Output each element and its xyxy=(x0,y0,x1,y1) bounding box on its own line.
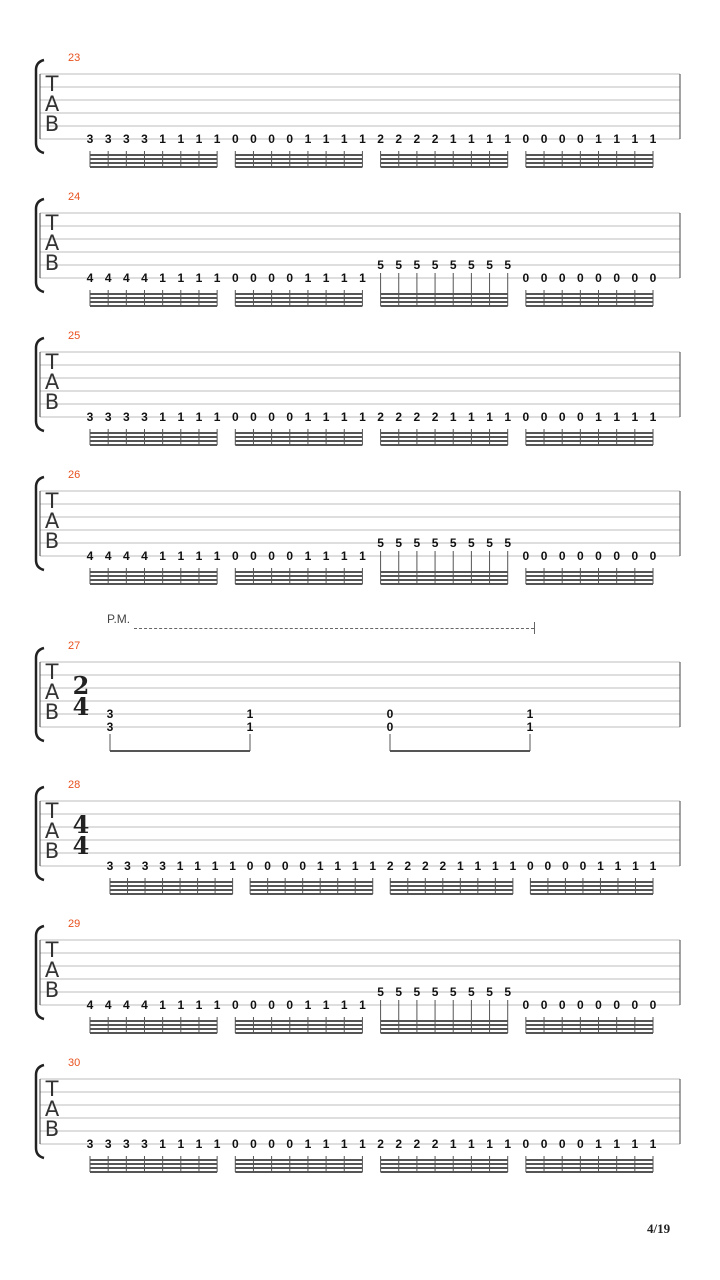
fret-number: 1 xyxy=(340,271,348,285)
time-signature-digit: 4 xyxy=(72,810,90,839)
fret-number: 0 xyxy=(577,1137,584,1151)
fret-number: 0 xyxy=(268,132,275,146)
fret-number: 1 xyxy=(322,1137,330,1151)
fret-number: 1 xyxy=(246,720,254,734)
fret-number: 1 xyxy=(334,859,342,873)
fret-number: 0 xyxy=(246,859,254,873)
fret-number: 0 xyxy=(231,410,239,424)
fret-number: 5 xyxy=(449,258,457,272)
fret-number: 0 xyxy=(595,998,602,1012)
fret-number: 5 xyxy=(504,985,512,999)
fret-number: 0 xyxy=(540,271,548,285)
fret-number: 3 xyxy=(124,859,131,873)
measure-number: 25 xyxy=(68,330,81,342)
fret-number: 0 xyxy=(544,859,552,873)
fret-number: 5 xyxy=(486,985,493,999)
fret-number: 0 xyxy=(268,998,275,1012)
fret-number: 1 xyxy=(177,271,185,285)
fret-number: 4 xyxy=(141,549,148,563)
fret-number: 5 xyxy=(486,258,493,272)
fret-number: 0 xyxy=(522,549,530,563)
fret-number: 1 xyxy=(613,1137,621,1151)
fret-number: 0 xyxy=(299,859,307,873)
fret-number: 4 xyxy=(122,271,130,285)
tab-clef-letter: B xyxy=(44,978,60,1002)
fret-number: 4 xyxy=(86,271,94,285)
fret-number: 4 xyxy=(122,998,130,1012)
fret-number: 1 xyxy=(597,859,604,873)
fret-number: 1 xyxy=(649,859,657,873)
fret-number: 1 xyxy=(177,998,185,1012)
fret-number: 0 xyxy=(522,132,530,146)
fret-number: 4 xyxy=(104,549,112,563)
fret-number: 1 xyxy=(359,132,366,146)
fret-number: 0 xyxy=(281,859,289,873)
fret-number: 1 xyxy=(526,707,534,721)
fret-number: 5 xyxy=(504,258,512,272)
fret-number: 0 xyxy=(577,998,584,1012)
fret-number: 1 xyxy=(304,549,312,563)
fret-number: 1 xyxy=(195,410,203,424)
fret-number: 0 xyxy=(631,549,639,563)
fret-number: 0 xyxy=(264,859,271,873)
tab-clef-letter: T xyxy=(45,660,59,684)
fret-number: 0 xyxy=(286,998,294,1012)
fret-number: 4 xyxy=(86,549,94,563)
fret-number: 0 xyxy=(613,549,621,563)
fret-number: 0 xyxy=(527,859,534,873)
fret-number: 0 xyxy=(522,998,530,1012)
fret-number: 0 xyxy=(558,132,566,146)
fret-number: 1 xyxy=(194,859,201,873)
fret-number: 1 xyxy=(340,132,348,146)
fret-number: 1 xyxy=(229,859,236,873)
fret-number: 5 xyxy=(395,985,403,999)
fret-number: 3 xyxy=(86,132,94,146)
fret-number: 1 xyxy=(468,1137,475,1151)
fret-number: 1 xyxy=(177,549,185,563)
tab-clef-letter: A xyxy=(44,1097,60,1121)
fret-number: 4 xyxy=(122,549,130,563)
tab-clef-letter: T xyxy=(45,211,59,235)
fret-number: 3 xyxy=(141,410,148,424)
fret-number: 0 xyxy=(649,998,657,1012)
palm-mute-label: P.M. xyxy=(107,612,131,626)
fret-number: 0 xyxy=(250,271,257,285)
tab-clef-letter: B xyxy=(44,251,60,275)
fret-number: 0 xyxy=(540,410,548,424)
fret-number: 1 xyxy=(492,859,499,873)
fret-number: 1 xyxy=(526,720,534,734)
fret-number: 1 xyxy=(369,859,377,873)
fret-number: 0 xyxy=(250,410,257,424)
fret-number: 2 xyxy=(421,859,429,873)
fret-number: 2 xyxy=(413,132,421,146)
fret-number: 2 xyxy=(404,859,412,873)
time-signature-digit: 4 xyxy=(72,692,90,721)
fret-number: 3 xyxy=(122,132,130,146)
fret-number: 3 xyxy=(106,859,114,873)
tab-clef-letter: T xyxy=(45,72,59,96)
fret-number: 1 xyxy=(359,271,366,285)
fret-number: 0 xyxy=(595,549,602,563)
fret-number: 0 xyxy=(522,410,530,424)
fret-number: 2 xyxy=(395,410,403,424)
fret-number: 1 xyxy=(195,549,203,563)
fret-number: 2 xyxy=(386,859,394,873)
fret-number: 5 xyxy=(413,258,421,272)
fret-number: 1 xyxy=(614,859,622,873)
fret-number: 4 xyxy=(141,998,148,1012)
fret-number: 0 xyxy=(250,549,257,563)
fret-number: 1 xyxy=(359,1137,366,1151)
fret-number: 1 xyxy=(649,1137,657,1151)
fret-number: 0 xyxy=(231,998,239,1012)
page-number: 4/19 xyxy=(647,1221,671,1236)
fret-number: 1 xyxy=(211,859,219,873)
fret-number: 5 xyxy=(413,985,421,999)
fret-number: 1 xyxy=(486,410,493,424)
fret-number: 0 xyxy=(231,1137,239,1151)
fret-number: 1 xyxy=(631,410,639,424)
fret-number: 5 xyxy=(468,258,475,272)
fret-number: 0 xyxy=(558,271,566,285)
fret-number: 1 xyxy=(316,859,324,873)
fret-number: 1 xyxy=(456,859,464,873)
fret-number: 1 xyxy=(649,132,657,146)
measure-number: 27 xyxy=(68,640,81,652)
tab-clef-letter: A xyxy=(44,509,60,533)
tab-clef-letter: A xyxy=(44,819,60,843)
fret-number: 0 xyxy=(540,998,548,1012)
fret-number: 3 xyxy=(122,410,130,424)
fret-number: 1 xyxy=(486,132,493,146)
fret-number: 2 xyxy=(439,859,447,873)
tab-clef-letter: A xyxy=(44,680,60,704)
tab-clef-letter: T xyxy=(45,350,59,374)
tab-clef-letter: A xyxy=(44,370,60,394)
fret-number: 1 xyxy=(246,707,254,721)
fret-number: 0 xyxy=(649,549,657,563)
fret-number: 1 xyxy=(213,549,221,563)
fret-number: 1 xyxy=(177,1137,185,1151)
fret-number: 0 xyxy=(631,271,639,285)
time-signature-digit: 4 xyxy=(72,831,90,860)
fret-number: 0 xyxy=(577,549,584,563)
fret-number: 1 xyxy=(468,132,475,146)
fret-number: 1 xyxy=(159,1137,166,1151)
fret-number: 1 xyxy=(304,410,312,424)
fret-number: 5 xyxy=(468,985,475,999)
fret-number: 3 xyxy=(159,859,166,873)
tab-clef-letter: B xyxy=(44,839,60,863)
fret-number: 3 xyxy=(141,1137,148,1151)
fret-number: 1 xyxy=(504,1137,512,1151)
fret-number: 0 xyxy=(286,1137,294,1151)
fret-number: 1 xyxy=(195,132,203,146)
fret-number: 1 xyxy=(595,410,602,424)
fret-number: 0 xyxy=(540,549,548,563)
fret-number: 0 xyxy=(286,410,294,424)
fret-number: 1 xyxy=(304,132,312,146)
fret-number: 5 xyxy=(449,536,457,550)
fret-number: 3 xyxy=(141,132,148,146)
fret-number: 1 xyxy=(213,271,221,285)
fret-number: 3 xyxy=(104,132,112,146)
fret-number: 5 xyxy=(504,536,512,550)
fret-number: 5 xyxy=(468,536,475,550)
fret-number: 1 xyxy=(322,271,330,285)
fret-number: 0 xyxy=(540,132,548,146)
fret-number: 3 xyxy=(106,707,114,721)
fret-number: 3 xyxy=(141,859,149,873)
fret-number: 2 xyxy=(377,1137,384,1151)
fret-number: 0 xyxy=(613,998,621,1012)
fret-number: 1 xyxy=(177,410,185,424)
tab-clef-letter: A xyxy=(44,958,60,982)
tab-clef-letter: T xyxy=(45,799,59,823)
fret-number: 5 xyxy=(449,985,457,999)
fret-number: 1 xyxy=(304,271,312,285)
fret-number: 1 xyxy=(213,410,221,424)
fret-number: 1 xyxy=(195,1137,203,1151)
fret-number: 0 xyxy=(286,549,294,563)
tab-clef-letter: B xyxy=(44,390,60,414)
fret-number: 5 xyxy=(395,536,403,550)
fret-number: 5 xyxy=(377,258,384,272)
fret-number: 5 xyxy=(431,258,439,272)
fret-number: 0 xyxy=(577,271,584,285)
fret-number: 0 xyxy=(558,1137,566,1151)
fret-number: 1 xyxy=(449,410,457,424)
fret-number: 0 xyxy=(522,271,530,285)
fret-number: 0 xyxy=(558,410,566,424)
fret-number: 2 xyxy=(377,410,384,424)
fret-number: 4 xyxy=(104,998,112,1012)
fret-number: 1 xyxy=(649,410,657,424)
fret-number: 3 xyxy=(86,1137,94,1151)
fret-number: 0 xyxy=(231,132,239,146)
fret-number: 2 xyxy=(431,1137,439,1151)
fret-number: 1 xyxy=(159,549,166,563)
fret-number: 5 xyxy=(413,536,421,550)
fret-number: 1 xyxy=(504,410,512,424)
fret-number: 1 xyxy=(177,132,185,146)
fret-number: 3 xyxy=(104,410,112,424)
fret-number: 0 xyxy=(250,132,257,146)
fret-number: 1 xyxy=(359,549,366,563)
tab-clef-letter: T xyxy=(45,938,59,962)
fret-number: 3 xyxy=(122,1137,130,1151)
tab-clef-letter: B xyxy=(44,1117,60,1141)
fret-number: 1 xyxy=(449,1137,457,1151)
fret-number: 0 xyxy=(649,271,657,285)
fret-number: 5 xyxy=(431,536,439,550)
fret-number: 2 xyxy=(431,132,439,146)
fret-number: 4 xyxy=(141,271,148,285)
tab-clef-letter: T xyxy=(45,489,59,513)
tab-clef-letter: B xyxy=(44,700,60,724)
tab-clef-letter: A xyxy=(44,231,60,255)
fret-number: 1 xyxy=(322,132,330,146)
fret-number: 1 xyxy=(632,859,639,873)
fret-number: 1 xyxy=(195,271,203,285)
fret-number: 3 xyxy=(106,720,114,734)
fret-number: 5 xyxy=(431,985,439,999)
fret-number: 1 xyxy=(631,132,639,146)
fret-number: 1 xyxy=(213,132,221,146)
fret-number: 1 xyxy=(340,1137,348,1151)
fret-number: 0 xyxy=(613,271,621,285)
fret-number: 0 xyxy=(268,549,275,563)
fret-number: 5 xyxy=(395,258,403,272)
fret-number: 1 xyxy=(176,859,184,873)
fret-number: 0 xyxy=(631,998,639,1012)
fret-number: 0 xyxy=(577,410,584,424)
fret-number: 1 xyxy=(613,410,621,424)
fret-number: 0 xyxy=(540,1137,548,1151)
fret-number: 5 xyxy=(377,536,384,550)
fret-number: 0 xyxy=(386,720,394,734)
fret-number: 1 xyxy=(159,998,166,1012)
fret-number: 3 xyxy=(104,1137,112,1151)
fret-number: 1 xyxy=(340,998,348,1012)
fret-number: 1 xyxy=(468,410,475,424)
fret-number: 1 xyxy=(213,1137,221,1151)
fret-number: 0 xyxy=(579,859,587,873)
tab-clef-letter: A xyxy=(44,92,60,116)
fret-number: 2 xyxy=(377,132,384,146)
fret-number: 5 xyxy=(486,536,493,550)
tab-clef-letter: B xyxy=(44,112,60,136)
fret-number: 1 xyxy=(213,998,221,1012)
fret-number: 0 xyxy=(286,132,294,146)
measure-number: 24 xyxy=(68,191,81,203)
fret-number: 0 xyxy=(268,271,275,285)
fret-number: 0 xyxy=(231,271,239,285)
fret-number: 1 xyxy=(304,998,312,1012)
fret-number: 0 xyxy=(562,859,569,873)
fret-number: 1 xyxy=(595,1137,602,1151)
fret-number: 0 xyxy=(268,410,275,424)
fret-number: 1 xyxy=(322,549,330,563)
fret-number: 1 xyxy=(304,1137,312,1151)
fret-number: 0 xyxy=(595,271,602,285)
fret-number: 0 xyxy=(558,549,566,563)
fret-number: 1 xyxy=(509,859,517,873)
fret-number: 1 xyxy=(359,998,366,1012)
fret-number: 2 xyxy=(413,410,421,424)
fret-number: 1 xyxy=(613,132,621,146)
fret-number: 1 xyxy=(159,410,166,424)
measure-number: 26 xyxy=(68,469,81,481)
fret-number: 0 xyxy=(386,707,394,721)
fret-number: 1 xyxy=(631,1137,639,1151)
fret-number: 4 xyxy=(104,271,112,285)
tab-clef-letter: T xyxy=(45,1077,59,1101)
fret-number: 1 xyxy=(474,859,482,873)
fret-number: 1 xyxy=(359,410,366,424)
fret-number: 1 xyxy=(159,271,166,285)
fret-number: 3 xyxy=(86,410,94,424)
fret-number: 1 xyxy=(504,132,512,146)
fret-number: 2 xyxy=(431,410,439,424)
fret-number: 1 xyxy=(449,132,457,146)
fret-number: 1 xyxy=(340,410,348,424)
fret-number: 2 xyxy=(413,1137,421,1151)
fret-number: 1 xyxy=(351,859,359,873)
measure-number: 30 xyxy=(68,1057,81,1069)
fret-number: 2 xyxy=(395,132,403,146)
fret-number: 1 xyxy=(595,132,602,146)
fret-number: 0 xyxy=(522,1137,530,1151)
fret-number: 0 xyxy=(286,271,294,285)
measure-number: 23 xyxy=(68,52,81,64)
fret-number: 1 xyxy=(322,410,330,424)
fret-number: 0 xyxy=(577,132,584,146)
fret-number: 0 xyxy=(268,1137,275,1151)
fret-number: 4 xyxy=(86,998,94,1012)
fret-number: 0 xyxy=(558,998,566,1012)
fret-number: 1 xyxy=(159,132,166,146)
measure-number: 28 xyxy=(68,779,81,791)
measure-number: 29 xyxy=(68,918,81,930)
fret-number: 1 xyxy=(340,549,348,563)
fret-number: 2 xyxy=(395,1137,403,1151)
time-signature-digit: 2 xyxy=(72,671,90,700)
fret-number: 1 xyxy=(195,998,203,1012)
fret-number: 0 xyxy=(250,998,257,1012)
fret-number: 0 xyxy=(250,1137,257,1151)
fret-number: 1 xyxy=(486,1137,493,1151)
fret-number: 0 xyxy=(231,549,239,563)
tab-clef-letter: B xyxy=(44,529,60,553)
fret-number: 5 xyxy=(377,985,384,999)
fret-number: 1 xyxy=(322,998,330,1012)
